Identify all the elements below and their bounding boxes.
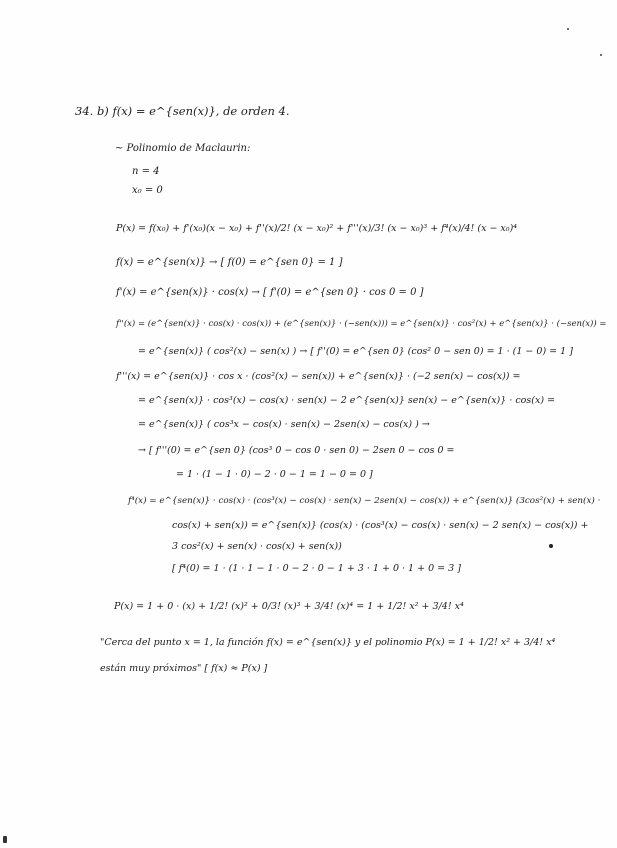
- section-heading: ~ Polinomio de Maclaurin:: [115, 143, 251, 154]
- first-derivative: f'(x) = e^{sen(x)} · cos(x) → [ f'(0) = e^{sen 0} · cos 0 = 0 ]: [116, 287, 424, 298]
- third-derivative-value: = 1 · (1 − 1 · 0) − 2 · 0 − 1 = 1 − 0 = 0 ]: [176, 469, 373, 480]
- fourth-derivative-cont: cos(x) + sen(x)) = e^{sen(x)} (cos(x) · (cos³(x) − cos(x) · sen(x) − 2 sen(x) − cos(x)) +: [172, 520, 589, 531]
- taylor-polynomial-result: P(x) = 1 + 0 · (x) + 1/2! (x)² + 0/3! (x)³ + 3/4! (x)⁴ = 1 + 1/2! x² + 3/4! x⁴: [114, 601, 464, 612]
- second-derivative-value: = e^{sen(x)} ( cos²(x) − sen(x) ) → [ f''(0) = e^{sen 0} (cos² 0 − sen 0) = 1 · (1 − 0) = 1 ]: [138, 346, 573, 357]
- conclusion-line-1: "Cerca del punto x = 1, la función f(x) = e^{sen(x)} y el polinomio P(x) = 1 + 1/2! x² + 3/4! x⁴: [100, 637, 556, 648]
- third-derivative: f'''(x) = e^{sen(x)} · cos x · (cos²(x) − sen(x)) + e^{sen(x)} · (−2 sen(x) − cos(x)) =: [116, 371, 521, 382]
- exercise-title: 34. b) f(x) = e^{sen(x)}, de orden 4.: [75, 104, 290, 118]
- center-x0: x₀ = 0: [132, 185, 163, 196]
- third-derivative-at-zero: → [ f'''(0) = e^{sen 0} (cos³ 0 − cos 0 · sen 0) − 2sen 0 − cos 0 =: [138, 445, 455, 456]
- second-derivative: f''(x) = (e^{sen(x)} · cos(x) · cos(x)) + (e^{sen(x)} · (−sen(x))) = e^{sen(x)} · cos²(x) + e^{sen(x)} · (−sen(x)) =: [116, 319, 607, 329]
- maclaurin-formula: P(x) = f(x₀) + f'(x₀)(x − x₀) + f''(x)/2! (x − x₀)² + f'''(x)/3! (x − x₀)³ + f⁴(x)/4! (x − x₀)⁴: [116, 223, 518, 234]
- conclusion-line-2: están muy próximos" [ f(x) ≈ P(x) ]: [100, 663, 268, 674]
- third-derivative-factored: = e^{sen(x)} ( cos³x − cos(x) · sen(x) − 2sen(x) − cos(x) ) →: [138, 419, 430, 430]
- fourth-derivative-end: 3 cos²(x) + sen(x) · cos(x) + sen(x)): [172, 541, 342, 552]
- page-edge-mark: [3, 836, 7, 843]
- order-n: n = 4: [132, 166, 160, 177]
- third-derivative-expanded: = e^{sen(x)} · cos³(x) − cos(x) · sen(x) − 2 e^{sen(x)} sen(x) − e^{sen(x)} · cos(x) =: [138, 395, 556, 406]
- speck: [600, 54, 602, 56]
- ink-dot: [549, 544, 553, 548]
- fourth-derivative: f⁴(x) = e^{sen(x)} · cos(x) · (cos³(x) − cos(x) · sen(x) − 2sen(x) − cos(x)) + e^{sen(x)} (3cos²(x) + sen(x) ·: [128, 496, 601, 506]
- fourth-derivative-value: [ f⁴(0) = 1 · (1 · 1 − 1 · 0 − 2 · 0 − 1 + 3 · 1 + 0 · 1 + 0 = 3 ]: [172, 563, 461, 574]
- speck: [567, 28, 569, 30]
- f-value: f(x) = e^{sen(x)} → [ f(0) = e^{sen 0} = 1 ]: [116, 257, 343, 268]
